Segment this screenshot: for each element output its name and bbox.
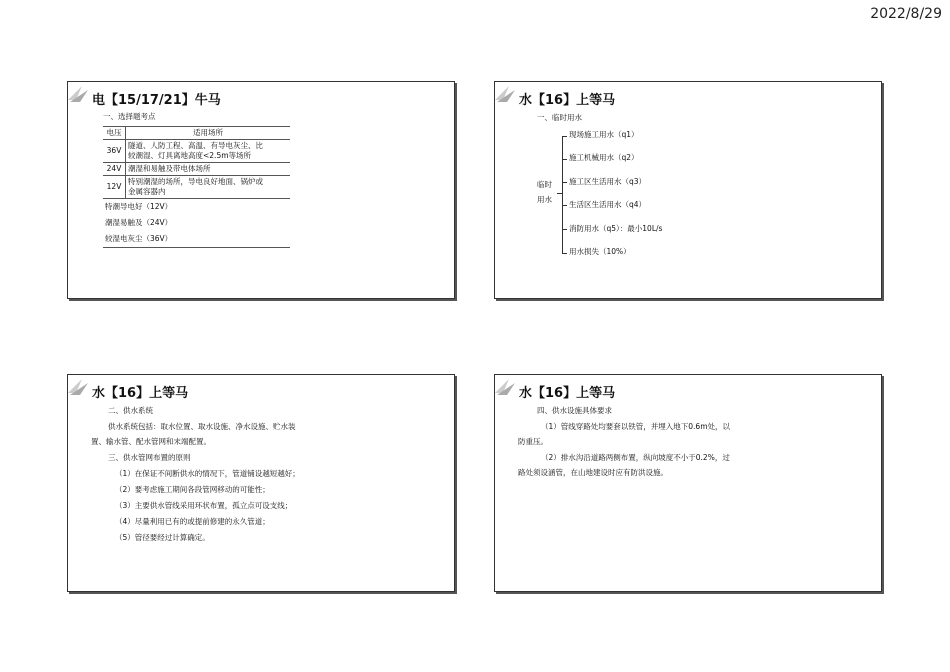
note: 较湿电灰尘（36V） [103,231,290,248]
body-line: 路处须设涵管，在山地建设时应有防洪设施。 [518,468,668,477]
brace-line [562,136,563,254]
note: 潮湿易触及（24V） [105,218,173,227]
corner-decoration-icon [495,82,521,104]
print-date: 2022/8/29 [870,6,942,22]
place-line: 金属容器内 [128,187,166,196]
brace-connector [557,193,562,194]
brace-label: 临时 [537,180,552,189]
body-line: 供水系统包括：取水位置、取水设施、净水设施、贮水装 [108,422,296,431]
brace-tick [562,253,567,254]
brace-tick [562,159,567,160]
table-row [103,140,290,163]
brace-label: 用水 [537,195,552,204]
table-row [103,176,290,199]
body-line: （2）排水沟沿道路两侧布置，纵向坡度不小于0.2%，过 [541,453,730,462]
slide-title: 水【16】上等马 [92,386,189,401]
brace-tick [562,229,567,230]
list-item: （2）要考虑施工期间各段管网移动的可能性； [115,485,270,494]
slide-2 [494,81,882,299]
corner-decoration-icon [495,375,521,397]
voltage-cell: 12V [103,176,126,199]
list-item: 用水损失（10%） [569,247,631,256]
table-row [103,163,290,176]
table-header: 电压 [103,127,126,140]
place-line: 较潮湿、灯具离地高度<2.5m等场所 [128,151,252,160]
place-cell [126,140,291,163]
section-heading: 二、供水系统 [108,406,153,415]
corner-decoration-icon [68,375,94,397]
list-item: 现场施工用水（q1） [569,130,639,139]
list-item: 消防用水（q5）：最小10L/s [569,224,663,233]
slide-title: 水【16】上等马 [519,386,616,401]
table-header: 适用场所 [126,127,291,140]
brace-tick [562,136,567,137]
list-item: （4）尽量利用已有的或提前修建的永久管道； [115,517,270,526]
place-line: 隧道、人防工程、高温、有导电灰尘、比 [128,141,263,150]
note-row [103,199,290,216]
section-heading: 三、供水管网布置的原则 [108,453,191,462]
body-line: 置、输水管、配水管网和末端配置。 [91,437,211,446]
list-item: 施工机械用水（q2） [569,153,639,162]
slide-4 [494,374,882,592]
section-heading: 四、供水设施具体要求 [537,406,612,415]
corner-decoration-icon [68,82,94,104]
note-row [103,231,290,248]
voltage-cell: 24V [103,163,126,176]
note: 特潮导电好（12V） [105,202,173,211]
list-item: （3）主要供水管线采用环状布置，孤立点可设支线； [115,501,293,510]
table-header-row [103,127,290,140]
list-item: （1）在保证不间断供水的情况下，管道铺设越短越好； [115,469,300,478]
list-item: 生活区生活用水（q4） [569,200,647,209]
place-line: 特别潮湿的场所，导电良好地面、锅炉或 [128,177,263,186]
slide-1 [67,81,455,299]
slide-title: 电【15/17/21】牛马 [92,93,221,108]
slide-title: 水【16】上等马 [519,93,616,108]
brace-tick [562,205,567,206]
slide-3 [67,374,455,592]
brace-tick [562,182,567,183]
list-item: （5）管径要经过计算确定。 [115,533,210,542]
voltage-cell: 36V [103,140,126,163]
place-cell: 潮湿和易触及带电体场所 [126,163,291,176]
body-line: 防重压。 [518,437,548,446]
section-heading: 一、临时用水 [537,113,582,122]
note-row [103,215,290,231]
list-item: 施工区生活用水（q3） [569,177,647,186]
place-cell [126,176,291,199]
body-line: （1）管线穿路处均要套以铁管，并埋入地下0.6m处，以 [541,422,731,431]
voltage-table [103,126,290,248]
section-heading: 一、选择题考点 [103,112,156,121]
